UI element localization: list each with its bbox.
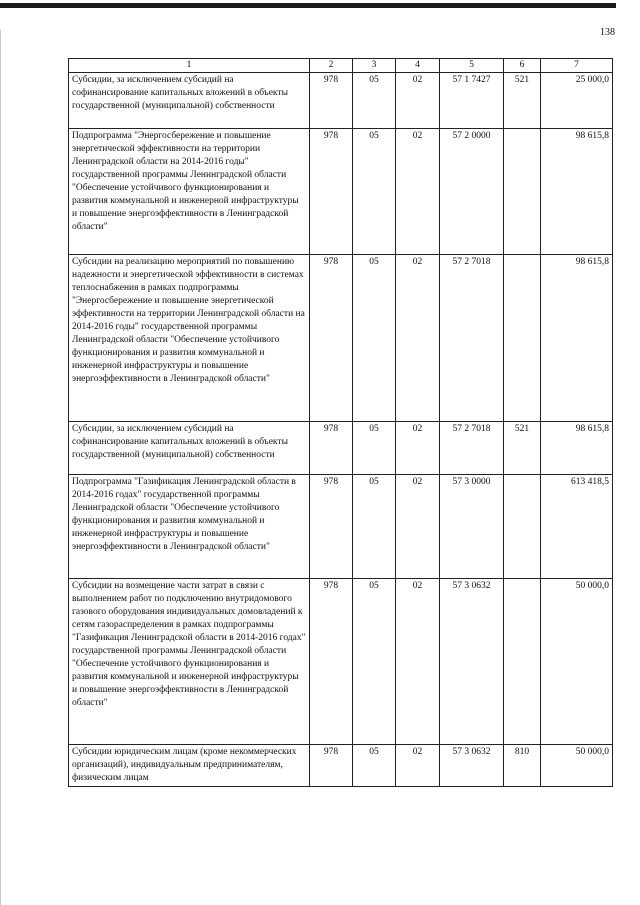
row-sum: 98 615,8 (541, 255, 613, 422)
header-col-3: 3 (353, 59, 396, 73)
row-csr: 57 2 7018 (440, 255, 504, 422)
table-row (69, 475, 613, 579)
row-vr: 521 (504, 422, 541, 475)
row-csr: 57 2 0000 (440, 129, 504, 255)
row-name: Субсидии на реализацию мероприятий по повышению надежности и энергетической эффективности в системах теплоснабжения в рамках подпрограммы "Энергосбережение и повышение энергетической эффективности на территории Ленинградской области на 2014-2016 годы" государственной программы Ленинградской области "Обеспечение устойчивого функционирования и развития коммунальной и инженерной инфраструктуры и повышение энергоэффективности в Ленинградской области" (69, 255, 310, 422)
row-sum: 50 000,0 (541, 579, 613, 745)
row-gr: 978 (310, 73, 353, 129)
row-rz: 05 (353, 475, 396, 579)
row-rz: 05 (353, 745, 396, 787)
table-row (69, 579, 613, 745)
table-body (69, 73, 613, 787)
row-rz: 05 (353, 255, 396, 422)
row-gr: 978 (310, 422, 353, 475)
row-vr (504, 579, 541, 745)
row-name: Подпрограмма "Энергосбережение и повышение энергетической эффективности на территории Ленинградской области на 2014-2016 годы" государственной программы Ленинградской области "Обеспечение устойчивого функционирования и развития коммунальной и инженерной инфраструктуры и повышение энергоэффективности в Ленинградской области" (69, 129, 310, 255)
row-sum: 50 000,0 (541, 745, 613, 787)
row-csr: 57 3 0000 (440, 475, 504, 579)
row-pr: 02 (396, 422, 440, 475)
row-pr: 02 (396, 129, 440, 255)
row-vr (504, 129, 541, 255)
row-sum: 98 615,8 (541, 129, 613, 255)
row-csr: 57 1 7427 (440, 73, 504, 129)
budget-table (68, 58, 613, 787)
row-gr: 978 (310, 255, 353, 422)
row-vr (504, 255, 541, 422)
table-header (69, 59, 613, 73)
row-pr: 02 (396, 73, 440, 129)
row-vr: 521 (504, 73, 541, 129)
header-col-4: 4 (396, 59, 440, 73)
header-col-6: 6 (504, 59, 541, 73)
row-sum: 613 418,5 (541, 475, 613, 579)
table-row (69, 129, 613, 255)
row-pr: 02 (396, 579, 440, 745)
table-row (69, 255, 613, 422)
row-csr: 57 3 0632 (440, 745, 504, 787)
row-name: Субсидии юридическим лицам (кроме некоммерческих организаций), индивидуальным предпринимателям, физическим лицам (69, 745, 310, 787)
row-name: Субсидии, за исключением субсидий на софинансирование капитальных вложений в объекты государственной (муниципальной) собственности (69, 73, 310, 129)
scan-top-border (0, 3, 616, 8)
row-sum: 98 615,8 (541, 422, 613, 475)
header-row (69, 59, 613, 73)
row-name: Субсидии на возмещение части затрат в связи с выполнением работ по подключению внутридомового газового оборудования индивидуальных домовладений к сетям газораспределения в рамках подпрограммы "Газификация Ленинградской области в 2014-2016 годах" государственной программы Ленинградской области "Обеспечение устойчивого функционирования и развития коммунальной и инженерной инфраструктуры и повышение энергоэффективности в Ленинградской области" (69, 579, 310, 745)
table-row (69, 745, 613, 787)
row-csr: 57 3 0632 (440, 579, 504, 745)
table-row (69, 422, 613, 475)
page-number: 138 (600, 27, 615, 38)
row-rz: 05 (353, 73, 396, 129)
row-vr (504, 475, 541, 579)
row-pr: 02 (396, 475, 440, 579)
row-rz: 05 (353, 129, 396, 255)
header-col-1: 1 (69, 59, 310, 73)
header-col-7: 7 (541, 59, 613, 73)
row-name: Субсидии, за исключением субсидий на софинансирование капитальных вложений в объекты государственной (муниципальной) собственности (69, 422, 310, 475)
header-col-2: 2 (310, 59, 353, 73)
row-name: Подпрограмма "Газификация Ленинградской области в 2014-2016 годах" государственной программы Ленинградской области "Обеспечение устойчивого функционирования и развития коммунальной и инженерной инфраструктуры и повышение энергоэффективности в Ленинградской области" (69, 475, 310, 579)
row-gr: 978 (310, 475, 353, 579)
row-pr: 02 (396, 255, 440, 422)
scan-left-edge (0, 30, 1, 905)
header-col-5: 5 (440, 59, 504, 73)
row-gr: 978 (310, 745, 353, 787)
row-pr: 02 (396, 745, 440, 787)
table-row (69, 73, 613, 129)
row-csr: 57 2 7018 (440, 422, 504, 475)
row-rz: 05 (353, 579, 396, 745)
row-gr: 978 (310, 579, 353, 745)
row-rz: 05 (353, 422, 396, 475)
row-vr: 810 (504, 745, 541, 787)
row-sum: 25 000,0 (541, 73, 613, 129)
row-gr: 978 (310, 129, 353, 255)
